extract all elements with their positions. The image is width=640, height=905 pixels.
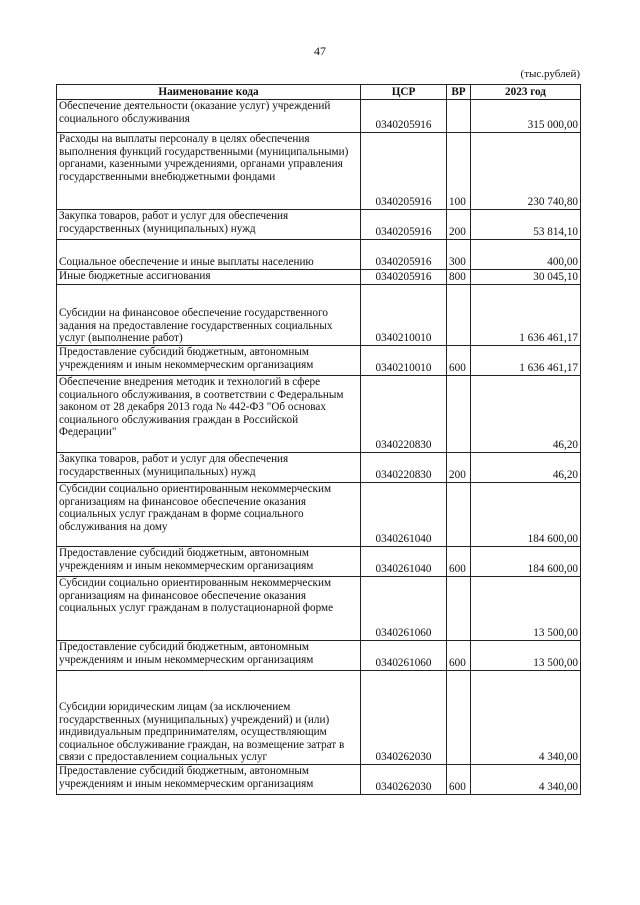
row-name: Субсидии социально ориентированным некоммерческим организациям на финансовое обеспечение оказания социальных услуг гражданам в форме социального обслуживания на дому: [57, 483, 361, 547]
header-name: Наименование кода: [57, 85, 361, 100]
row-amount: 46,20: [471, 376, 581, 453]
row-amount: 315 000,00: [471, 100, 581, 133]
row-vr: 800: [447, 270, 471, 285]
row-amount: 184 600,00: [471, 483, 581, 547]
table-row: [57, 453, 581, 483]
table-row: [57, 765, 581, 795]
row-amount: 1 636 461,17: [471, 346, 581, 376]
row-csr: 0340261060: [361, 641, 447, 671]
row-amount: 30 045,10: [471, 270, 581, 285]
table-row: [57, 210, 581, 240]
table-row: [57, 285, 581, 346]
row-csr: 0340205916: [361, 133, 447, 210]
row-name: Закупка товаров, работ и услуг для обеспечения государственных (муниципальных) нужд: [57, 453, 361, 483]
table-row: [57, 100, 581, 133]
row-name: Предоставление субсидий бюджетным, автономным учреждениям и иным некоммерческим организациям: [57, 547, 361, 577]
page-number: 47: [314, 44, 326, 58]
row-name: Субсидии юридическим лицам (за исключением государственных (муниципальных) учреждений) и (или) индивидуальным предпринимателям, осуществляющим социальное обслуживание граждан, на возмещение затрат в связи с предоставлением социальных услуг: [57, 671, 361, 765]
row-amount: 184 600,00: [471, 547, 581, 577]
row-amount: 400,00: [471, 240, 581, 270]
row-vr: 200: [447, 453, 471, 483]
row-name: Социальное обеспечение и иные выплаты населению: [57, 240, 361, 270]
row-vr: 600: [447, 547, 471, 577]
table-header-row: [57, 85, 581, 100]
table-row: [57, 240, 581, 270]
row-name: Расходы на выплаты персоналу в целях обеспечения выполнения функций государственными (муниципальными) органами, казенными учреждениями, органами управления государственными внебюджетными фондами: [57, 133, 361, 210]
row-vr: 600: [447, 641, 471, 671]
row-csr: 0340205916: [361, 100, 447, 133]
row-vr: [447, 577, 471, 641]
table-row: [57, 270, 581, 285]
header-vr: ВР: [447, 85, 471, 100]
row-name: Предоставление субсидий бюджетным, автономным учреждениям и иным некоммерческим организациям: [57, 346, 361, 376]
header-year: 2023 год: [471, 85, 581, 100]
row-amount: 4 340,00: [471, 671, 581, 765]
row-amount: 13 500,00: [471, 577, 581, 641]
row-amount: 53 814,10: [471, 210, 581, 240]
row-name: Обеспечение внедрения методик и технологий в сфере социального обслуживания, в соответствии с Федеральным законом от 28 декабря 2013 года № 442-ФЗ "Об основах социального обслуживания граждан в Российской Федерации": [57, 376, 361, 453]
row-csr: 0340220830: [361, 376, 447, 453]
row-csr: 0340210010: [361, 346, 447, 376]
row-amount: 230 740,80: [471, 133, 581, 210]
table-row: [57, 641, 581, 671]
row-csr: 0340261040: [361, 547, 447, 577]
row-name: Предоставление субсидий бюджетным, автономным учреждениям и иным некоммерческим организациям: [57, 641, 361, 671]
header-csr: ЦСР: [361, 85, 447, 100]
table-row: [57, 346, 581, 376]
budget-table: [56, 84, 581, 795]
row-vr: [447, 376, 471, 453]
row-vr: [447, 285, 471, 346]
row-vr: 600: [447, 765, 471, 795]
row-amount: 1 636 461,17: [471, 285, 581, 346]
row-csr: 0340205916: [361, 240, 447, 270]
row-csr: 0340262030: [361, 671, 447, 765]
row-csr: 0340261060: [361, 577, 447, 641]
row-vr: 600: [447, 346, 471, 376]
row-csr: 0340261040: [361, 483, 447, 547]
row-csr: 0340220830: [361, 453, 447, 483]
table-row: [57, 547, 581, 577]
row-vr: [447, 100, 471, 133]
table-row: [57, 483, 581, 547]
row-vr: 100: [447, 133, 471, 210]
row-name: Закупка товаров, работ и услуг для обеспечения государственных (муниципальных) нужд: [57, 210, 361, 240]
table-row: [57, 577, 581, 641]
row-amount: 13 500,00: [471, 641, 581, 671]
row-csr: 0340205916: [361, 270, 447, 285]
row-csr: 0340262030: [361, 765, 447, 795]
table-row: [57, 376, 581, 453]
row-csr: 0340210010: [361, 285, 447, 346]
table-row: [57, 133, 581, 210]
row-vr: [447, 483, 471, 547]
row-amount: 4 340,00: [471, 765, 581, 795]
row-name: Субсидии на финансовое обеспечение государственного задания на предоставление государственных социальных услуг (выполнение работ): [57, 285, 361, 346]
row-vr: [447, 671, 471, 765]
row-vr: 300: [447, 240, 471, 270]
units-label: (тыс.рублей): [520, 68, 580, 80]
row-name: Предоставление субсидий бюджетным, автономным учреждениям и иным некоммерческим организациям: [57, 765, 361, 795]
table-row: [57, 671, 581, 765]
row-name: Субсидии социально ориентированным некоммерческим организациям на финансовое обеспечение оказания социальных услуг гражданам в полустационарной форме: [57, 577, 361, 641]
row-name: Обеспечение деятельности (оказание услуг) учреждений социального обслуживания: [57, 100, 361, 133]
row-amount: 46,20: [471, 453, 581, 483]
row-csr: 0340205916: [361, 210, 447, 240]
row-vr: 200: [447, 210, 471, 240]
row-name: Иные бюджетные ассигнования: [57, 270, 361, 285]
